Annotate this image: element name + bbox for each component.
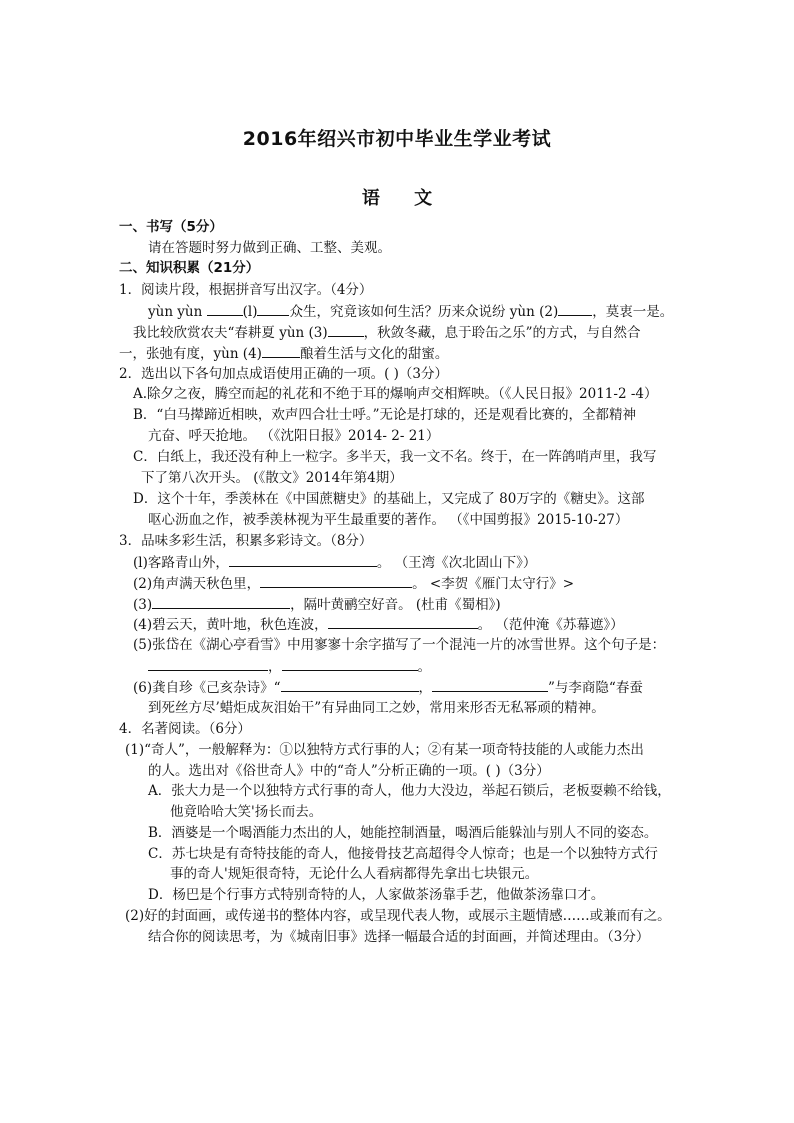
q3-line-2 xyxy=(133,575,574,592)
q4-option-c-cont: 事的奇人'规矩很奇特，无论什么人看病都得先拿出七块银元。 xyxy=(170,866,539,882)
q3-text: ”与李商隐“春蚕 xyxy=(548,680,643,696)
q3-line-6 xyxy=(148,658,431,675)
q3-text: ， xyxy=(418,680,433,696)
section-1-heading: 一、书写（5分） xyxy=(119,219,223,235)
q1-text: 酿着生活与文化的甜蜜。 xyxy=(299,346,449,362)
section-2-heading: 二、知识积累（21分） xyxy=(119,260,260,276)
q4-option-d: D．杨巴是个行事方式特别奇特的人，人家做茶汤靠手艺，他做茶汤靠口才。 xyxy=(148,887,605,903)
q4-option-b: B．酒婆是一个喝酒能力杰出的人，她能控制酒量，喝酒后能躲汕与别人不同的姿态。 xyxy=(148,825,658,841)
q1-text: (l) xyxy=(242,304,258,320)
q1-text: 众生，究竟该如何生活？历来众说纷 yùn (2) xyxy=(289,304,559,320)
q4-option-a: A．张大力是一个以独特方式行事的奇人，他力大没边，举起石锁后，老板耍赖不给钱， xyxy=(148,783,671,799)
q3-text: 。 （王湾《次北固山下》） xyxy=(376,555,537,571)
q3-line-3 xyxy=(133,596,501,613)
q1-text: ，莫衷一是。 xyxy=(592,304,674,320)
q3-text: (3) xyxy=(133,597,153,613)
q2-option-a: A.除夕之夜，腾空而起的礼花和不绝于耳的爆响声交相辉映。（《人民日报》2011-2 -4） xyxy=(133,386,658,402)
q2-option-c-cont: 下了第八次开头。 (《散文》2014年第4期） xyxy=(141,470,403,486)
answer-blank[interactable] xyxy=(558,303,592,316)
exam-title: 2016年绍兴市初中毕业生学业考试 xyxy=(242,128,552,150)
answer-blank[interactable] xyxy=(281,679,419,692)
q3-text: ， xyxy=(268,659,282,675)
q4-part-1: (1)“奇人”，一般解释为：①以独特方式行事的人；②有某一项奇特技能的人或能力杰出 xyxy=(125,742,644,758)
q3-stem: 3．品味多彩生活，积累多彩诗文。（8分） xyxy=(119,533,373,549)
q4-option-c: C．苏七块是有奇特技能的奇人，他接骨技艺高超得令人惊奇；也是一个以独特方式行 xyxy=(148,846,658,862)
answer-blank[interactable] xyxy=(282,658,418,671)
q1-text: 一，张弛有度，yùn (4) xyxy=(119,346,262,362)
q3-text: (2)角声满天秋色里， xyxy=(133,576,261,592)
answer-blank[interactable] xyxy=(148,658,268,671)
section-1-text: 请在答题时努力做到正确、工整、美观。 xyxy=(148,240,391,256)
answer-blank[interactable] xyxy=(262,345,300,358)
q3-line-8: 到死丝方尽’蜡炬成灰泪始干”有异曲同工之妙，常用来形否无私幂顽的精神。 xyxy=(148,700,605,716)
answer-blank[interactable] xyxy=(229,554,377,567)
q1-stem: 1．阅读片段，根据拼音写出汉字。（4分） xyxy=(119,282,373,298)
q3-line-5: (5)张岱在《湖心亭看雪》中用寥寥十余字描写了一个混沌一片的冰雪世界。这个句子是： xyxy=(133,637,666,653)
q3-text: 。 （范仲淹《苏幕遮》） xyxy=(477,617,624,633)
q3-text: (4)碧云天，黄叶地，秋色连波， xyxy=(133,617,328,633)
q3-line-7 xyxy=(133,679,643,696)
answer-blank[interactable] xyxy=(328,324,364,337)
q2-option-d-cont: 呕心沥血之作，被季羡林视为平生最重要的著作。 （《中国剪报》2015-10-27） xyxy=(148,512,629,528)
answer-blank[interactable] xyxy=(257,303,289,316)
q1-text: 我比较欣赏农夫“春耕夏 yùn (3) xyxy=(133,325,328,341)
q3-text: (6)龚自珍《己亥杂诗》“ xyxy=(133,680,281,696)
q4-part-2-cont: 结合你的阅读思考，为《城南旧事》选择一幅最合适的封面画，并简述理由。（3分） xyxy=(148,929,650,945)
q2-stem: 2．选出以下各句加点成语使用正确的一项。( )（3分） xyxy=(119,366,449,382)
q2-option-b-cont: 亢奋、呼天抢地。 （《沈阳日报》2014- 2- 21） xyxy=(148,428,440,444)
q4-part-1-cont: 的人。选出对《俗世奇人》中的“奇人”分析正确的一项。( )（3分） xyxy=(148,763,550,779)
subject-title: 语 文 xyxy=(361,188,447,209)
q3-line-4 xyxy=(133,616,624,633)
q4-stem: 4．名著阅读。（6分） xyxy=(119,721,251,737)
answer-blank[interactable] xyxy=(328,616,478,629)
q2-option-d: D．这个十年，季羡林在《中国蔗糖史》的基础上，又完成了 80万字的《糖史》。这部 xyxy=(133,491,645,507)
q2-option-c: C．白纸上，我还没有种上一粒字。多半天，我一文不名。终于，在一阵鸽哨声里，我写 xyxy=(133,449,657,465)
q4-option-a-cont: 他竟哈哈大笑'扬长而去。 xyxy=(170,804,323,820)
q3-text: ，隔叶黄鹂空好音。 (杜甫《蜀相》) xyxy=(290,597,501,613)
q1-text: yùn yùn xyxy=(148,304,207,320)
q1-line-1 xyxy=(148,303,673,320)
q3-text: 。 <李贺《雁门太守行》> xyxy=(412,576,575,592)
answer-blank[interactable] xyxy=(432,679,548,692)
answer-blank[interactable] xyxy=(152,596,290,609)
answer-blank[interactable] xyxy=(260,575,412,588)
q3-line-1 xyxy=(133,554,536,571)
q3-text: (l)客路青山外， xyxy=(133,555,229,571)
q1-text: ，秋敛冬藏，息于聆缶之乐”的方式，与自然合 xyxy=(363,325,641,341)
q3-text: 。 xyxy=(417,659,431,675)
q4-part-2: (2)好的封面画，或传递书的整体内容，或呈现代表人物，或展示主题情感……或兼而有之。 xyxy=(125,908,671,924)
q1-line-3 xyxy=(119,345,448,362)
q2-option-b: B．“白马撵蹄近相映，欢声四合壮士呼。”无论是打球的，还是观看比赛的，全都精神 xyxy=(133,407,636,423)
q1-line-2 xyxy=(133,324,641,341)
answer-blank[interactable] xyxy=(207,303,243,316)
